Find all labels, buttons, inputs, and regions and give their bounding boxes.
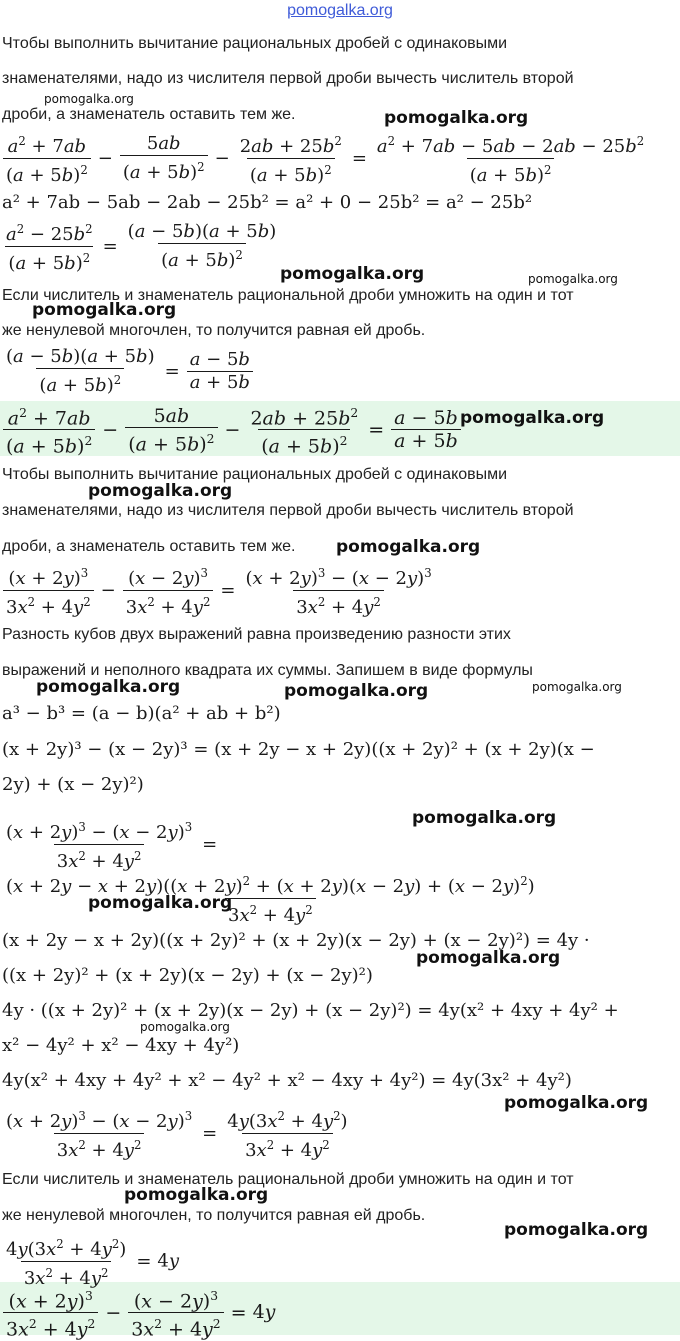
watermark: pomogalka.org	[460, 408, 605, 428]
part2-step3-bottom: $\frac{(x + 2y - x + 2y)((x + 2y)^2 + (x + 2y)(x - 2y) + (x - 2y)^2)}{3x^2 + 4y^2}$	[6, 874, 535, 926]
part1-answer: $\frac{a^2 + 7ab}{(a + 5b)^2}$ − $\frac{5ab}{(a + 5b)^2}$ − $\frac{2ab + 25b^2}{(a + 5b)^2}$ = $\frac{a - 5b}{a + 5b}$	[2, 402, 462, 458]
watermark: pomogalka.org	[88, 481, 233, 501]
part2-formula: a³ − b³ = (a − b)(a² + ab + b²)	[2, 703, 281, 724]
part1-intro-line3: дроби, а знаменатель оставить тем же.	[2, 106, 296, 123]
part2-step1: $\frac{(x + 2y)^3}{3x^2 + 4y^2}$ − $\frac{(x - 2y)^3}{3x^2 + 4y^2}$ = $\frac{(x + 2y)^3 - (x - 2y)^3}{3x^2 + 4y^2}$	[2, 562, 436, 619]
watermark: pomogalka.org	[532, 680, 622, 694]
watermark: pomogalka.org	[36, 677, 181, 697]
part2-step6: 4y(x² + 4xy + 4y² + x² − 4y² + x² − 4xy + 4y²) = 4y(3x² + 4y²)	[2, 1070, 572, 1091]
watermark: pomogalka.org	[504, 1220, 649, 1240]
part2-step4-line1: (x + 2y − x + 2y)((x + 2y)² + (x + 2y)(x − 2y) + (x − 2y)²) = 4y ·	[2, 930, 590, 951]
watermark: pomogalka.org	[140, 1020, 230, 1034]
part2-step8: $\frac{4y(3x^2 + 4y^2)}{3x^2 + 4y^2}$ = 4y	[6, 1237, 180, 1289]
part2-intro-line3: дроби, а знаменатель оставить тем же.	[2, 538, 296, 555]
part1-intro-line1: Чтобы выполнить вычитание рациональных дробей с одинаковыми	[2, 35, 508, 52]
part2-step3-top: $\frac{(x + 2y)^3 - (x - 2y)^3}{3x^2 + 4y^2}$ =	[6, 820, 218, 872]
part1-intro-line2: знаменателями, надо из числителя первой дроби вычесть числитель второй	[2, 70, 574, 87]
watermark: pomogalka.org	[88, 893, 233, 913]
watermark: pomogalka.org	[44, 92, 134, 106]
watermark: pomogalka.org	[384, 108, 529, 128]
part2-cubes-line2: выражений и неполного квадрата их суммы. Запишем в виде формулы	[2, 662, 533, 679]
part2-step4-line2: ((x + 2y)² + (x + 2y)(x − 2y) + (x − 2y)²)	[2, 965, 373, 986]
part2-step2-line2: 2y) + (x − 2y)²)	[2, 774, 144, 795]
part2-step7: $\frac{(x + 2y)^3 - (x - 2y)^3}{3x^2 + 4y^2}$ = $\frac{4y(3x^2 + 4y^2)}{3x^2 + 4y^2}$	[6, 1109, 348, 1161]
part2-step5-line1: 4y · ((x + 2y)² + (x + 2y)(x − 2y) + (x − 2y)²) = 4y(x² + 4xy + 4y² +	[2, 1000, 619, 1021]
part1-rule-line1: Если числитель и знаменатель рациональной дроби умножить на один и тот	[2, 287, 574, 304]
part1-step2: a² + 7ab − 5ab − 2ab − 25b² = a² + 0 − 25b² = a² − 25b²	[2, 192, 533, 213]
watermark: pomogalka.org	[504, 1093, 649, 1113]
watermark: pomogalka.org	[284, 681, 429, 701]
part2-rule-line2: же ненулевой многочлен, то получится равная ей дробь.	[2, 1207, 426, 1224]
part2-step2-line1: (x + 2y)³ − (x − 2y)³ = (x + 2y − x + 2y)((x + 2y)² + (x + 2y)(x −	[2, 739, 595, 760]
part2-answer: $\frac{(x + 2y)^3}{3x^2 + 4y^2}$ − $\frac{(x - 2y)^3}{3x^2 + 4y^2}$ = 4y	[2, 1285, 275, 1341]
part1-step1: $\frac{a^2 + 7ab}{(a + 5b)^2}$ − $\frac{5ab}{(a + 5b)^2}$ − $\frac{2ab + 25b^2}{(a + 5b)^2}$ = $\frac{a^2 + 7ab - 5ab - 2ab - 25b^2}{(a + 5b)^2}$	[2, 130, 648, 187]
part2-rule-line1: Если числитель и знаменатель рациональной дроби умножить на один и тот	[2, 1171, 574, 1188]
watermark: pomogalka.org	[336, 537, 481, 557]
watermark: pomogalka.org	[416, 948, 561, 968]
watermark: pomogalka.org	[412, 808, 557, 828]
part1-step3: $\frac{a^2 - 25b^2}{(a + 5b)^2}$ = $\frac{(a - 5b)(a + 5b)}{(a + 5b)^2}$	[6, 221, 277, 274]
part1-step4: $\frac{(a - 5b)(a + 5b)}{(a + 5b)^2}$ = $\frac{a - 5b}{a + 5b}$	[2, 346, 254, 397]
watermark: pomogalka.org	[528, 272, 618, 286]
site-link[interactable]: pomogalka.org	[287, 2, 393, 19]
watermark: pomogalka.org	[280, 264, 425, 284]
part2-step5-line2: x² − 4y² + x² − 4xy + 4y²)	[2, 1035, 240, 1056]
part2-intro-line1: Чтобы выполнить вычитание рациональных дробей с одинаковыми	[2, 466, 508, 483]
part2-intro-line2: знаменателями, надо из числителя первой дроби вычесть числитель второй	[2, 502, 574, 519]
watermark: pomogalka.org	[124, 1185, 269, 1205]
part2-cubes-line1: Разность кубов двух выражений равна произведению разности этих	[2, 626, 511, 643]
part1-rule-line2: же ненулевой многочлен, то получится равная ей дробь.	[2, 322, 426, 339]
watermark: pomogalka.org	[32, 300, 177, 320]
